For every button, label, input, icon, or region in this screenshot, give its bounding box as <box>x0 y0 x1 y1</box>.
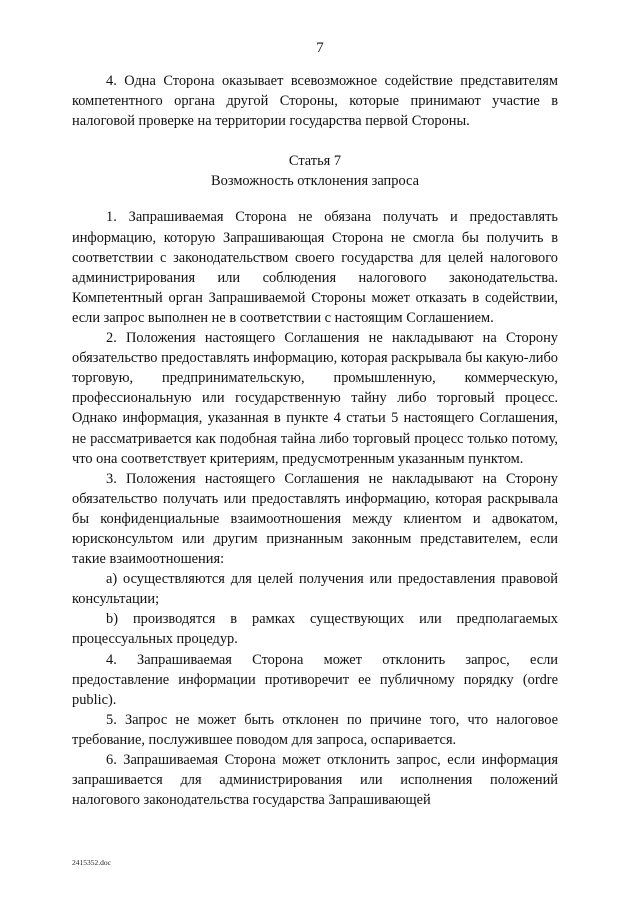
paragraph-item2: 2. Положения настоящего Соглашения не накладывают на Сторону обязательство предоставлять информацию, которая раскрывала бы какую-либо торговую, предпринимательскую, промышленную, коммерческую, профессиональную или государственную тайну либо торговый процесс. Однако информация, указанная в пункте 4 статьи 5 настоящего Соглашения, не рассматривается как подобная тайна либо торговый процесс только потому, что она соответствует критериям, предусмотренным указанным пунктом. <box>72 330 558 467</box>
document-body <box>72 71 558 810</box>
paragraph-item1: 1. Запрашиваемая Сторона не обязана получать и предоставлять информацию, которую Запрашивающая Сторона не смогла бы получить в соответствии с законодательством своего государства для целей налогового администрирования или соблюдения налогового законодательства. Компетентный орган Запрашиваемой Стороны может отказать в содействии, если запрос выполнен не в соответствии с настоящим Соглашением. <box>72 209 558 326</box>
article-title: Возможность отклонения запроса <box>211 173 419 190</box>
paragraph-item3: 3. Положения настоящего Соглашения не накладывают на Сторону обязательство получать или предоставлять информацию, которая раскрывала бы конфиденциальные взаимоотношения между клиентом и адвокатом, юрисконсультом или другим признанным законным представителем, если такие взаимоотношения: <box>72 470 558 568</box>
article-heading <box>72 151 558 191</box>
page-number: 7 <box>316 40 324 56</box>
paragraph-item5: 5. Запрос не может быть отклонен по причине того, что налоговое требование, послужившее поводом для запроса, оспаривается. <box>72 711 558 748</box>
paragraph-article6-item4: 4. Одна Сторона оказывает всевозможное содействие представителям компетентного органа другой Стороны, которые принимают участие в налоговой проверке на территории государства первой Стороны. <box>72 73 558 130</box>
footer-file-reference: 2415352.doc <box>72 858 111 867</box>
heading-spacer <box>72 191 558 207</box>
paragraph-item3-a: a) осуществляются для целей получения или предоставления правовой консультации; <box>72 571 558 608</box>
paragraph-item4: 4. Запрашиваемая Сторона может отклонить запрос, если предоставление информации противоречит ее публичному порядку (ordre public). <box>72 651 558 708</box>
article-number: Статья 7 <box>288 153 342 170</box>
paragraph-item6: 6. Запрашиваемая Сторона может отклонить запрос, если информация запрашивается для администрирования или исполнения положений налогового законодательства государства Запрашивающей <box>72 752 558 809</box>
paragraph-item3-b: b) производятся в рамках существующих или предполагаемых процессуальных процедур. <box>72 611 558 648</box>
